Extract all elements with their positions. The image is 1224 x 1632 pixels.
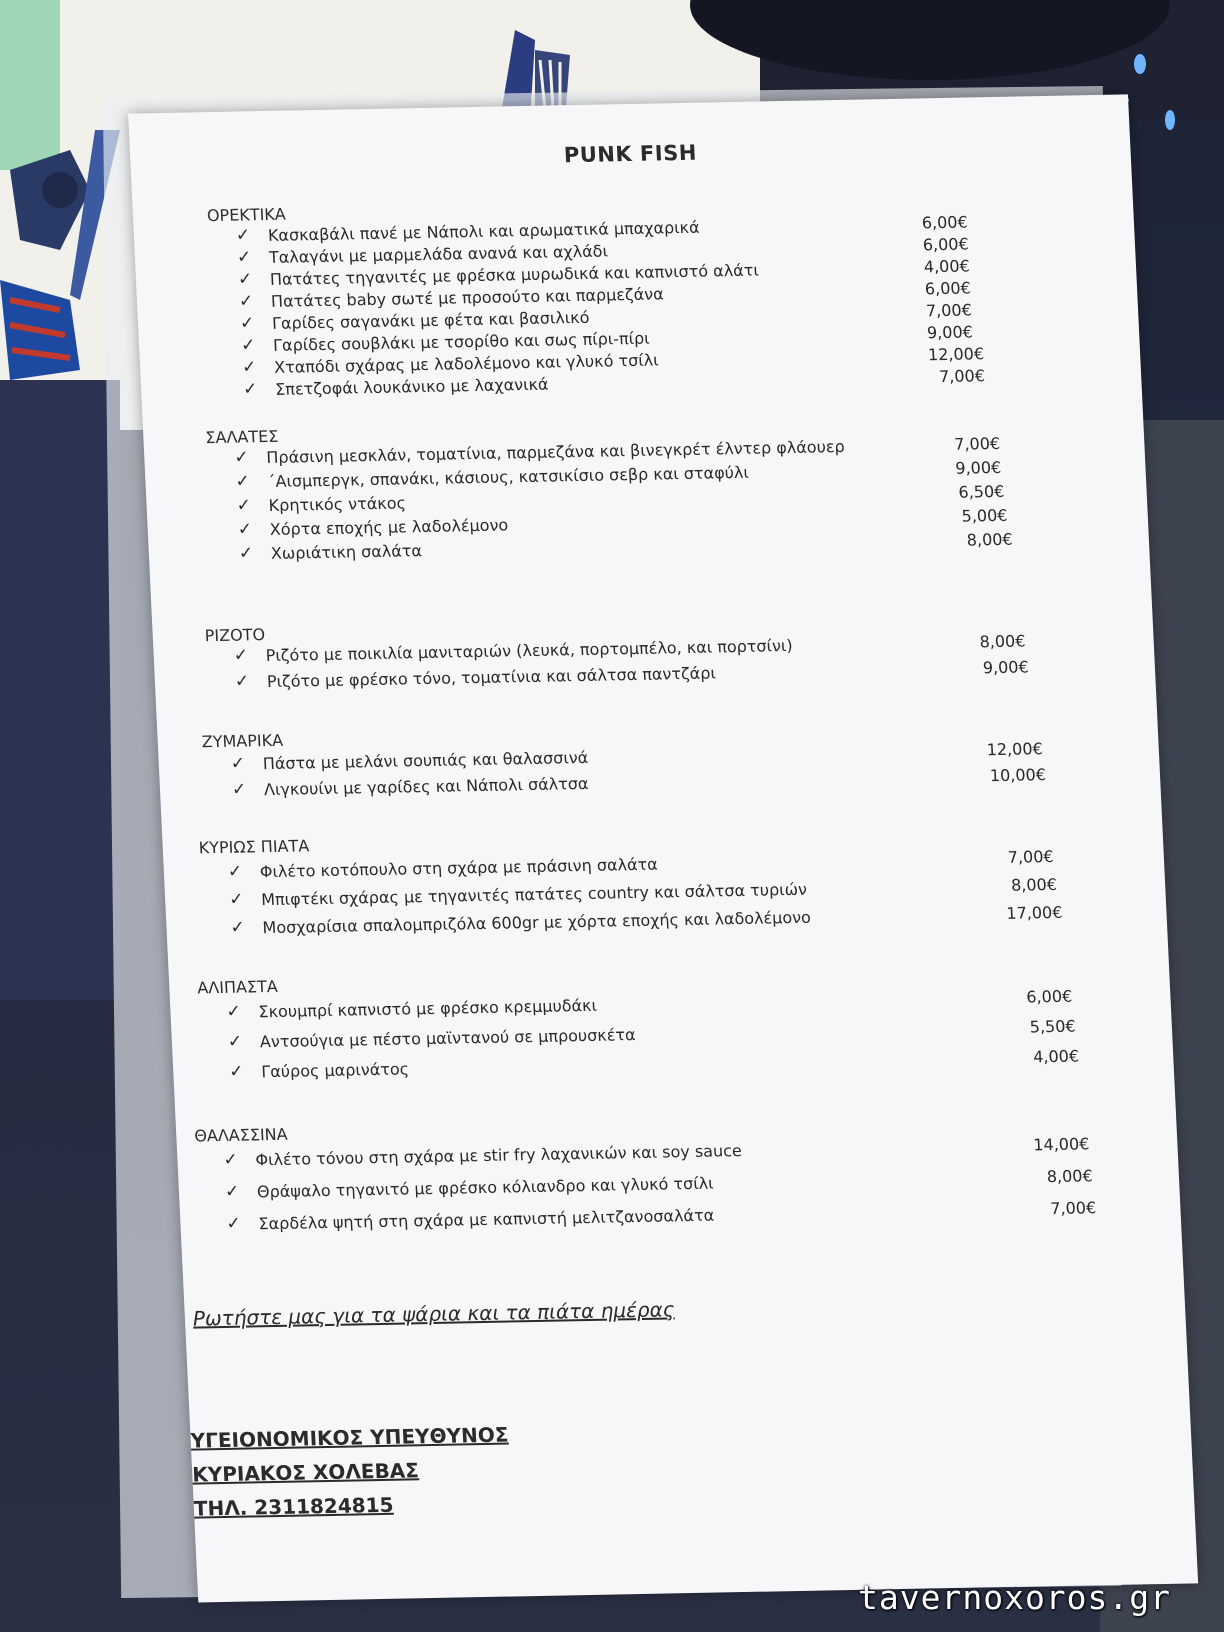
item-price: 9,00€ [954,457,1002,478]
item-price: 12,00€ [927,344,985,365]
item-name: Χόρτα εποχής με λαδολέμονο [269,515,509,539]
item-name: Σκουμπρί καπνιστό με φρέσκο κρεμμυδάκι [258,995,598,1022]
check-icon: ✓ [235,471,251,492]
item-name: Πράσινη μεσκλάν, τοματίνια, παρμεζάνα και βινεγκρέτ έλντερ φλάουερ [265,436,846,468]
check-icon: ✓ [227,861,243,882]
item-name: Γαύρος μαρινάτος [260,1059,410,1082]
check-icon: ✓ [241,357,257,378]
item-name: Μπιφτέκι σχάρας με τηγανιτές πατάτες country και σάλτσα τυριών [260,879,808,910]
item-price: 8,00€ [1046,1166,1094,1187]
check-icon: ✓ [226,1213,242,1234]
item-price: 8,00€ [966,529,1014,550]
restaurant-title: PUNK FISH [563,140,698,168]
health-officer-name: ΚΥΡΙΑΚΟΣ ΧΟΛΕΒΑΣ [191,1458,420,1487]
item-price: 6,00€ [924,278,972,299]
section-header: ΘΑΛΑΣΣΙΝΑ [193,1124,289,1146]
item-price: 5,50€ [1029,1016,1077,1037]
item-name: Σαρδέλα ψητή στη σχάρα με καπνιστή μελιτζανοσαλάτα [258,1205,715,1234]
item-price: 10,00€ [989,765,1047,786]
item-name: Χωριάτικη σαλάτα [270,541,423,563]
illustration-figure-icon [0,130,120,390]
check-icon: ✓ [236,495,252,516]
health-officer-title: ΥΓΕΙΟΝΟΜΙΚΟΣ ΥΠΕΥΘΥΝΟΣ [190,1422,509,1453]
item-name: Ριζότο με φρέσκο τόνο, τοματίνια και σάλτσα παντζάρι [266,663,717,692]
check-icon: ✓ [228,889,244,910]
section-alipasta [196,959,1197,1082]
check-icon: ✓ [239,313,255,334]
phone-number: ΤΗΛ. 2311824815 [193,1492,395,1521]
item-price: 9,00€ [982,657,1030,678]
check-icon: ✓ [238,543,254,564]
item-name: Λιγκουίνι με γαρίδες και Νάπολι σάλτσα [263,773,589,800]
item-price: 7,00€ [925,300,973,321]
item-name: Μοσχαρίσια σπαλομπριζόλα 600gr με χόρτα εποχής και λαδολέμονο [262,907,812,938]
item-price: 7,00€ [938,366,986,387]
placemat-illustration [0,380,120,1000]
item-name: Αντσούγια με πέστο μαϊντανού σε μπρουσκέτα [259,1025,636,1052]
check-icon: ✓ [235,225,251,246]
section-header: ΣΑΛΑΤΕΣ [204,426,279,448]
item-name: Πατάτες baby σωτέ με προσούτο και παρμεζάνα [270,284,665,311]
section-header: ΡΙΖΟΤΟ [204,625,266,646]
check-icon: ✓ [230,917,246,938]
item-price: 7,00€ [1007,846,1055,867]
item-price: 6,00€ [921,212,969,233]
item-name: Ταλαγάνι με μαρμελάδα ανανά και αχλάδι [268,241,609,267]
check-icon: ✓ [226,1001,242,1022]
item-price: 12,00€ [986,739,1044,760]
item-name: Κρητικός ντάκος [268,493,407,515]
item-price: 8,00€ [1010,874,1058,895]
item-name: Γαρίδες σουβλάκι με τσορίθο και σως πίρι-πίρι [272,328,650,355]
section-header: ΟΡΕΚΤΙΚΑ [206,204,287,226]
check-icon: ✓ [237,269,253,290]
item-name: Σπετζοφάι λουκάνικο με λαχανικά [274,374,549,399]
menu-item [226,1196,1157,1236]
check-icon: ✓ [230,753,246,774]
item-price: 7,00€ [953,433,1001,454]
check-icon: ✓ [240,335,256,356]
check-icon: ✓ [233,447,250,468]
item-price: 9,00€ [926,322,974,343]
check-icon: ✓ [242,379,258,400]
item-name: Γαρίδες σαγανάκι με φέτα και βασιλικό [271,307,590,333]
check-icon: ✓ [233,645,249,666]
item-name: Φιλέτο τόνου στη σχάρα με stir fry λαχανικών και soy sauce [255,1141,743,1170]
check-icon: ✓ [237,519,253,540]
item-name: Πατάτες τηγανιτές με φρέσκα μυρωδικά και καπνιστό αλάτι [269,260,760,289]
check-icon: ✓ [236,247,252,268]
check-icon: ✓ [238,291,254,312]
item-price: 6,50€ [958,481,1005,502]
item-price: 4,00€ [1032,1046,1080,1067]
check-icon: ✓ [222,1149,239,1170]
section-header: ΚΥΡΙΩΣ ΠΙΑΤΑ [198,836,310,858]
section-seafood [193,1107,1194,1234]
item-price: 17,00€ [1005,902,1063,923]
item-name: Κασκαβάλι πανέ με Νάπολι και αρωματικά μπαχαρικά [267,217,700,245]
section-header: ΖΥΜΑΡΙΚΑ [201,730,284,752]
section-salads [204,409,1205,564]
item-price: 14,00€ [1032,1134,1090,1155]
item-price: 6,00€ [1025,986,1073,1007]
check-icon: ✓ [234,671,250,692]
item-name: ΄Αισμπεργκ, σπανάκι, κάσιους, κατσικίσιο σεβρ και σταφύλι [267,462,750,491]
item-price: 4,00€ [923,256,971,277]
item-price: 8,00€ [979,631,1026,652]
menu-sheet [128,94,1198,1602]
item-name: Ριζότο με ποικιλία μανιταριών (λευκά, πορτομπέλο, και πορτσίνι) [265,635,794,666]
item-name: Φιλέτο κοτόπουλο στη σχάρα με πράσινη σαλάτα [259,854,659,882]
item-price: 6,00€ [922,234,970,255]
item-name: Θράψαλο τηγανιτό με φρέσκο κόλιανδρο και γλυκό τσίλι [256,1173,714,1202]
check-icon: ✓ [231,779,247,800]
check-icon: ✓ [228,1061,245,1082]
section-risotto [204,607,1204,692]
section-appetizers [206,187,1207,400]
daily-specials-note: Ρωτήστε μας για τα ψάρια και τα πιάτα ημέρας [192,1297,676,1331]
check-icon: ✓ [224,1181,240,1202]
item-price: 5,00€ [961,505,1008,526]
section-pasta [201,713,1201,800]
watermark: tavernoxoros.gr [858,1578,1172,1617]
section-header: ΑΛΙΠΑΣΤΑ [196,976,279,998]
item-name: Χταπόδι σχάρας με λαδολέμονο και γλυκό τσίλι [273,350,659,377]
section-main-courses [198,819,1198,938]
item-price: 7,00€ [1049,1198,1097,1219]
check-icon: ✓ [227,1031,243,1052]
item-name: Πάστα με μελάνι σουπιάς και θαλασσινά [262,747,589,774]
